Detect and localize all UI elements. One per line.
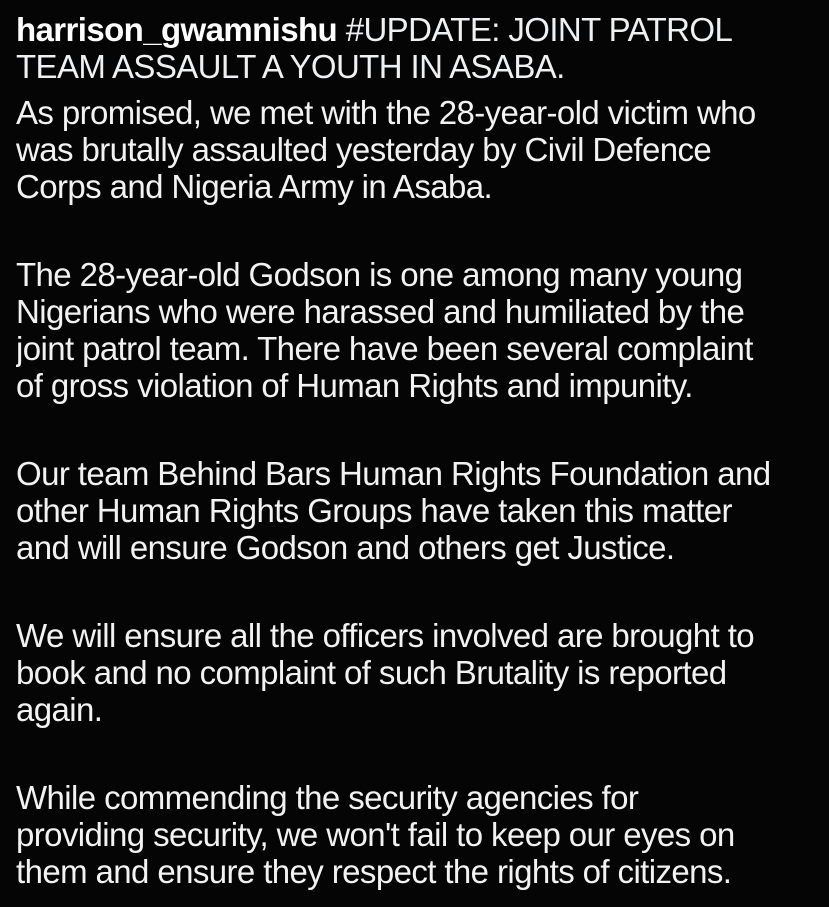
caption-paragraph	[16, 779, 829, 890]
caption-line: As promised, we met with the 28-year-old victim who	[16, 94, 756, 131]
headline-text: #UPDATE: JOINT PATROL	[345, 11, 733, 48]
caption-paragraph	[16, 94, 829, 205]
caption-body	[16, 94, 829, 890]
caption-line: of gross violation of Human Rights and impunity.	[16, 367, 693, 404]
caption-line: joint patrol team. There have been several complaint	[16, 330, 753, 367]
caption-line: book and no complaint of such Brutality is reported	[16, 654, 727, 691]
caption-title-line: TEAM ASSAULT A YOUTH IN ASABA.	[16, 48, 565, 85]
caption-line: We will ensure all the officers involved are brought to	[16, 617, 755, 654]
caption-line: Corps and Nigeria Army in Asaba.	[16, 168, 493, 205]
caption-line: providing security, we won't fail to keep our eyes on	[16, 816, 735, 853]
caption-line: was brutally assaulted yesterday by Civil Defence	[16, 131, 712, 168]
caption-title-line	[16, 11, 829, 48]
caption-line: While commending the security agencies for	[16, 779, 639, 816]
caption-paragraph	[16, 617, 829, 728]
username-link[interactable]: harrison_gwamnishu	[16, 11, 338, 48]
caption-title-block	[16, 11, 829, 85]
caption-line: Nigerians who were harassed and humiliated by the	[16, 293, 745, 330]
caption-line: other Human Rights Groups have taken this matter	[16, 492, 732, 529]
caption-line: and will ensure Godson and others get Justice.	[16, 529, 675, 566]
caption-paragraph	[16, 455, 829, 566]
caption-line: again.	[16, 691, 103, 728]
caption-panel	[16, 11, 829, 890]
caption-line: Our team Behind Bars Human Rights Foundation and	[16, 455, 771, 492]
caption-line: them and ensure they respect the rights of citizens.	[16, 853, 732, 890]
caption-paragraph	[16, 256, 829, 404]
caption-line: The 28-year-old Godson is one among many young	[16, 256, 743, 293]
